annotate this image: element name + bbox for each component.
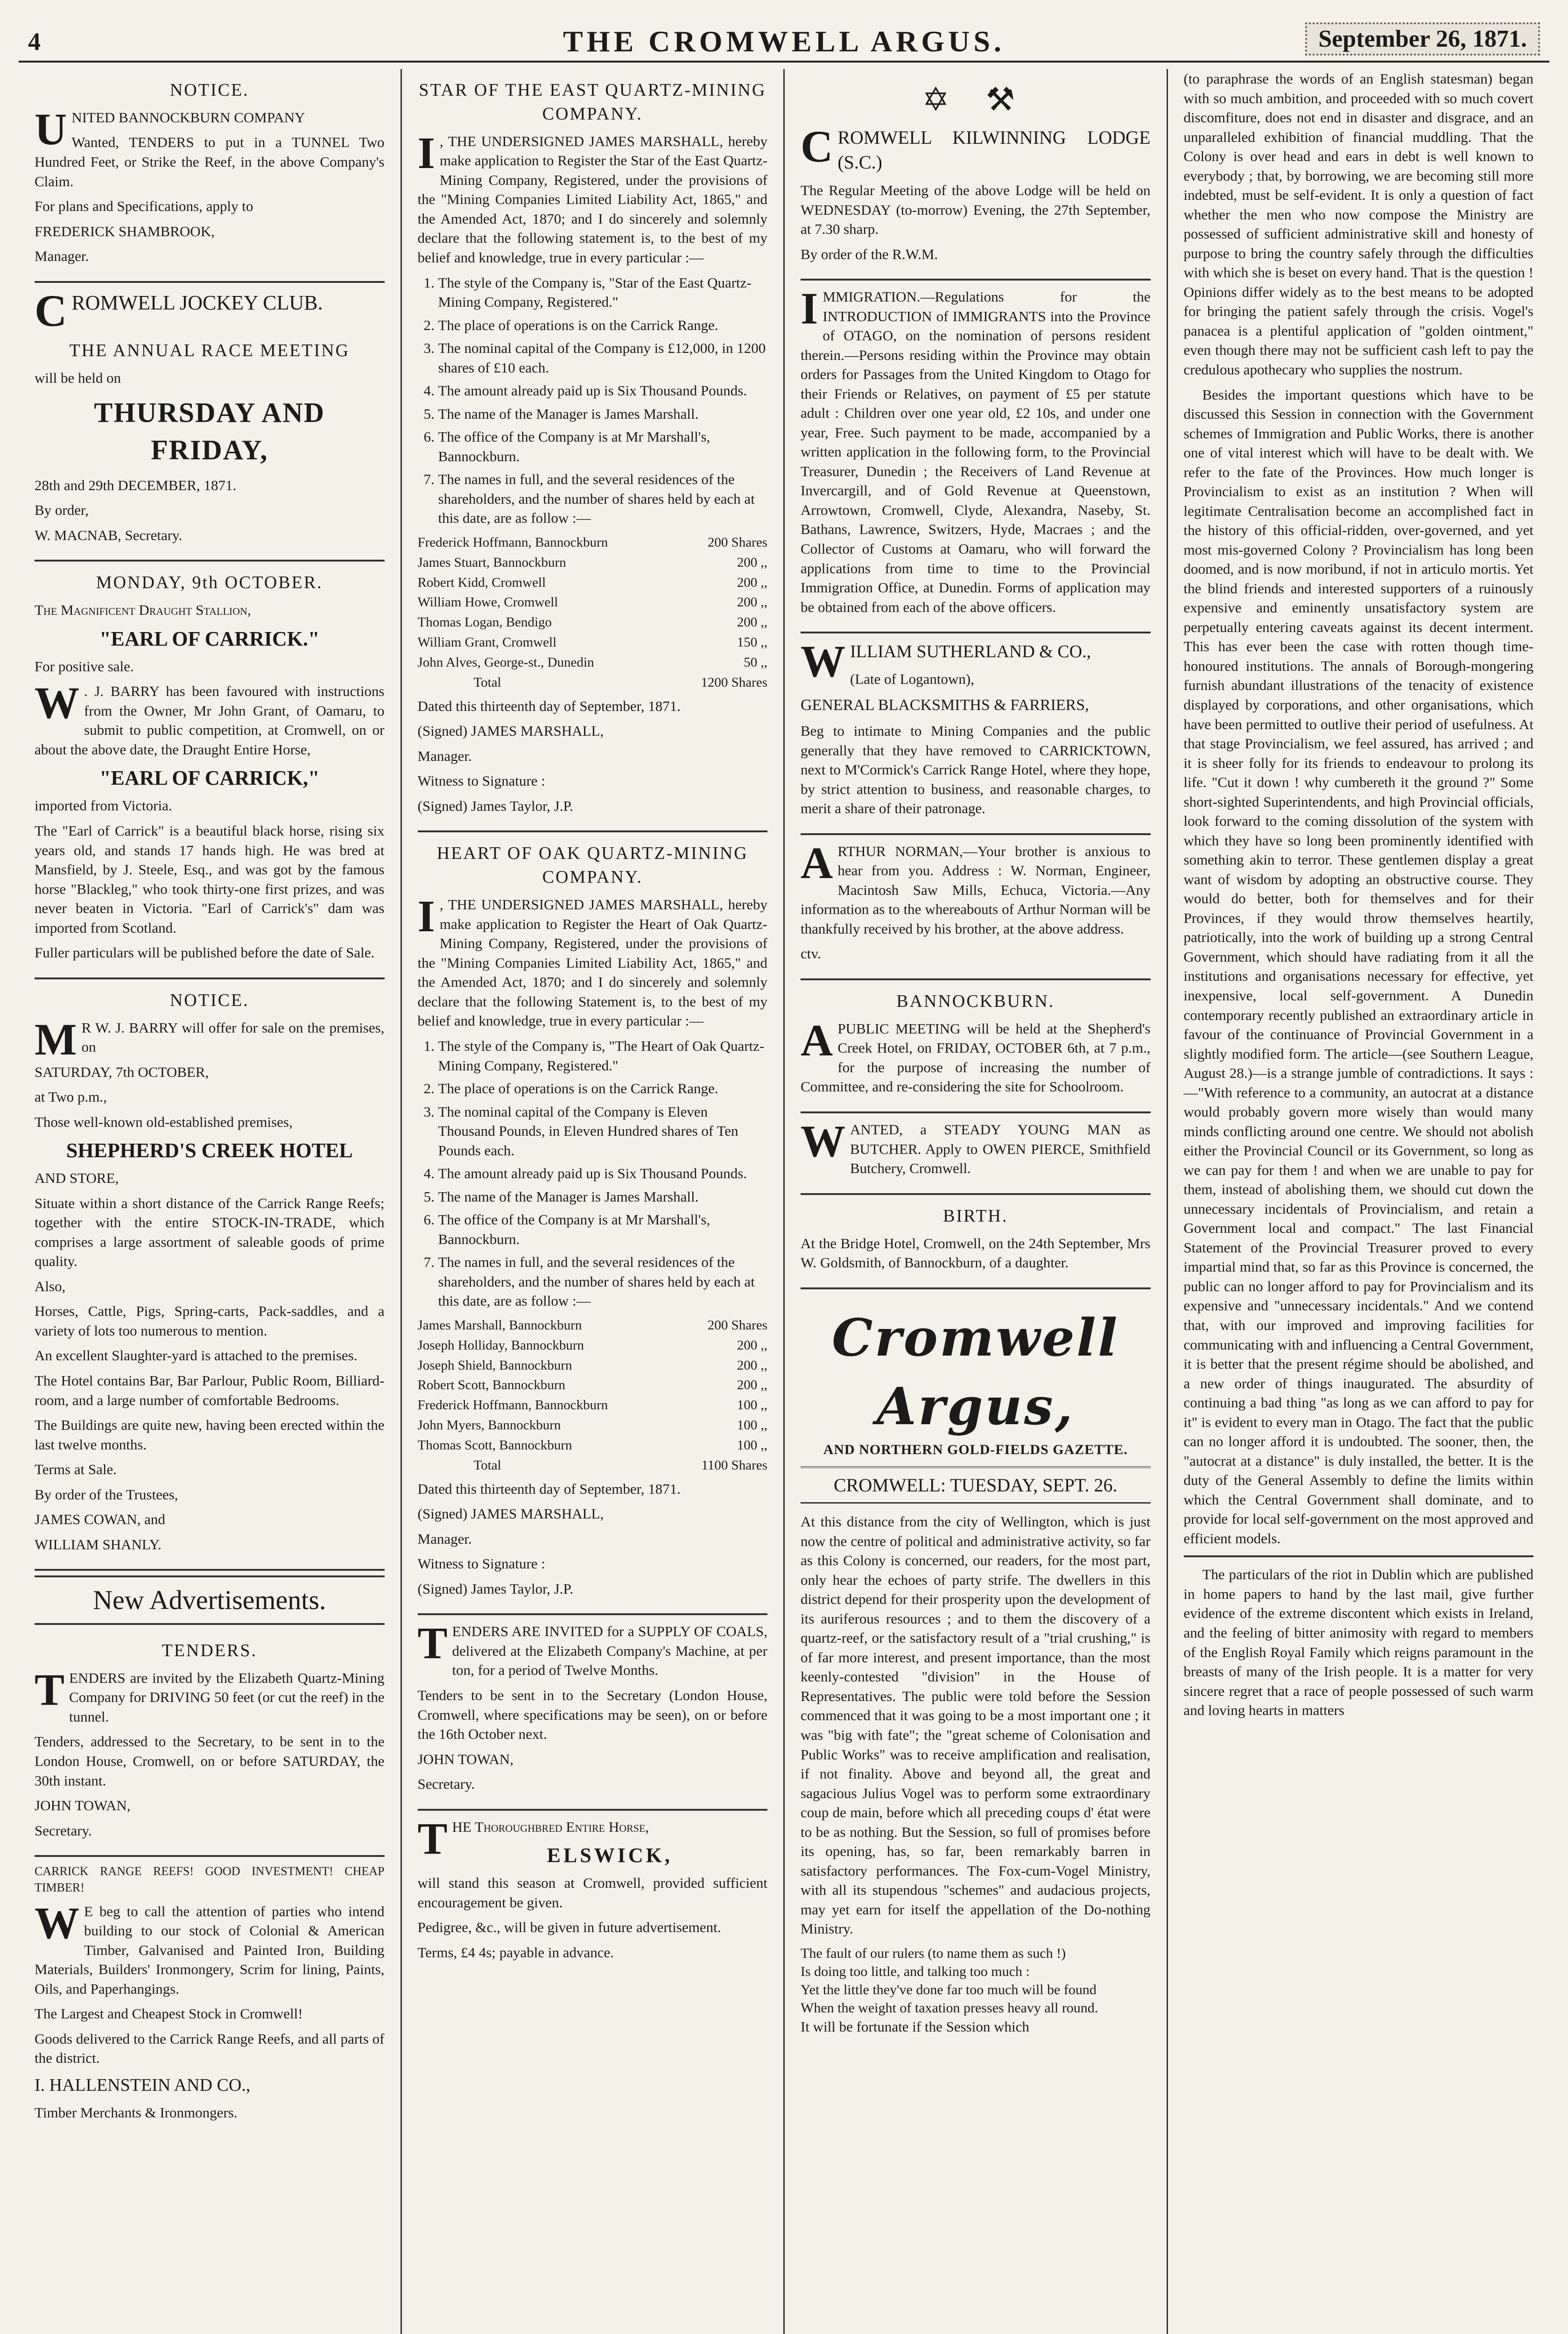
hotel-store: AND STORE,	[35, 1170, 119, 1187]
leader-verse	[801, 1944, 1151, 2017]
manager-role: Manager.	[417, 1530, 472, 1547]
particular-item: 5. The name of the Manager is James Marshall.	[438, 404, 768, 424]
particular-item: 1. The style of the Company is, "Star of the East Quartz-Mining Company, Registered."	[438, 273, 768, 312]
leader-dateline: CROMWELL: TUESDAY, SEPT. 26.	[801, 1466, 1151, 1504]
particular-item: 1. The style of the Company is, "The Heart of Oak Quartz-Mining Company, Registered."	[438, 1036, 768, 1075]
coal-signature: JOHN TOWAN,	[417, 1750, 514, 1767]
masthead	[19, 19, 1549, 63]
trustee-signature-1: JAMES COWAN, and	[35, 1511, 165, 1528]
hotel-body: Situate within a short distance of the Carrick Range Reefs; together with the entire STOCK-IN-TRADE, which comprises a large assortment of saleable goods of prime quality.	[35, 1195, 385, 1270]
coal-tenders-ad	[418, 1615, 768, 1810]
further-particulars: Fuller particulars will be published before the date of Sale.	[35, 944, 375, 961]
tunnel-notice	[35, 69, 385, 283]
birth-body: At the Bridge Hotel, Cromwell, on the 24th September, Mrs W. Goldsmith, of Bannockburn, of a daughter.	[801, 1235, 1151, 1271]
shareholder-name: Thomas Scott, Bannockburn	[417, 1438, 572, 1453]
particular-item: 4. The amount already paid up is Six Thousand Pounds.	[438, 381, 768, 401]
shareholder-shares: 200 Shares	[707, 534, 767, 550]
shareholder-shares: 200 ,,	[737, 595, 767, 610]
table-row	[418, 1315, 768, 1336]
company-intro: , THE UNDERSIGNED JAMES MARSHALL, hereby make application to Register the Heart of Oak Quartz-Mining Company, Registered, under the provisions of the "Mining Companies Limited Liability Act, 1865," and the Amended Act, 1870; and I do sincerely and solemnly declare that the following Statement is, to the best of my belief and knowledge, true in every particular :—	[417, 896, 767, 1029]
lodge-body: The Regular Meeting of the above Lodge will be held on WEDNESDAY (to-morrow) Evening, the 27th September, at 7.30 sharp.	[801, 182, 1151, 238]
stallion-description: The "Earl of Carrick" is a beautiful black horse, rising six years old, and stands 17 hands high. He was bred at Mansfield, by J. Steele, Esq., and was got by the famous horse "Blackleg," who took thirty-one first prizes, and was never beaten in Victoria. "Earl of Carrick's" dam was imported from Scotland.	[35, 822, 385, 936]
hotel-sale-date: SATURDAY, 7th OCTOBER,	[35, 1063, 209, 1080]
signed-line: (Signed) JAMES MARSHALL,	[417, 1505, 604, 1522]
drop-cap: A	[801, 1015, 833, 1065]
verse-line: Yet the little they've done far too much will be found	[801, 1982, 1097, 1997]
blacksmith-ad	[801, 633, 1151, 835]
race-meeting-heading: THE ANNUAL RACE MEETING	[69, 340, 350, 360]
hotel-lead: R W. J. BARRY will offer for sale on the premises, on	[81, 1019, 385, 1055]
total-shares: 1200 Shares	[701, 675, 767, 690]
drop-cap: T	[417, 1618, 448, 1668]
lodge-title: ROMWELL KILWINNING LODGE (S.C.)	[837, 127, 1151, 173]
dated-line: Dated this thirteenth day of September, 1871.	[417, 1480, 681, 1497]
tenders-role: Secretary.	[35, 1822, 92, 1839]
butcher-wanted-ad	[801, 1113, 1151, 1195]
shareholder-shares: 100 ,,	[737, 1418, 767, 1433]
leading-article	[801, 1466, 1151, 2037]
verse-line: The fault of our rulers (to name them as such !)	[801, 1945, 1066, 1961]
witness-line: Witness to Signature :	[417, 773, 545, 789]
column-4	[1168, 69, 1550, 2334]
shareholder-name: John Myers, Bannockburn	[417, 1418, 561, 1433]
elswick-body: will stand this season at Cromwell, provided sufficient encouragement be given.	[417, 1875, 767, 1911]
race-dates: 28th and 29th DECEMBER, 1871.	[35, 477, 237, 493]
notice-lead: NITED BANNOCKBURN COMPANY	[71, 109, 305, 126]
leader-paragraph: (to paraphrase the words of an English statesman) began with so much ambition, and proceeded with so much covert discomfiture, does not end in disaster and disgrace, and an unparalleled exhibition of financial muddling. That the Colony is over head and ears in debt is well known to everybody ; that, by borrowing, we are becoming still more indebted, must be self-evident. It is only a question of fact whether the men who now compose the Ministry are possessed of sufficient administrative skill and honesty of purpose to bring the country safely through the difficulties with which she is beset on every hand. That is the question ! Opinions differ widely as to the best means to be adopted for bringing the patient safely through the crisis. Vogel's panacea is a plentiful application of "golden ointment," even though there may not be sufficient cash left to pay the credulous apothecary who supplies the nostrum.	[1183, 70, 1533, 378]
shareholder-shares: 200 ,,	[737, 555, 767, 570]
drop-cap: I	[801, 283, 818, 334]
norman-body: RTHUR NORMAN,—Your brother is anxious to hear from you. Address : W. Norman, Engineer, Macintosh Saw Mills, Echuca, Victoria.—Any information as to the whereabouts of Arthur Norman will be thankfully received by his brother, at the above address.	[801, 843, 1151, 937]
drop-cap: U	[35, 104, 67, 154]
drop-cap: A	[801, 837, 833, 888]
shareholder-shares: 200 ,,	[737, 1378, 767, 1393]
total-label: Total	[473, 1457, 501, 1473]
shareholder-shares: 200 Shares	[707, 1317, 767, 1333]
particular-item: 4. The amount already paid up is Six Thousand Pounds.	[438, 1164, 768, 1183]
total-shares: 1100 Shares	[701, 1457, 767, 1473]
trustee-signature-2: WILLIAM SHANLY.	[35, 1536, 162, 1553]
dublin-riot-paragraph: The particulars of the riot in Dublin which are published in home papers to hand by the last mail, give further evidence of the extreme discontent which exists in Ireland, and the feeling of bitter animosity with regard to members of the English Royal Family which reigns paramount in the breasts of many of the Irish people. It is a matter for very sincere regret that a race of people possessed of such warm and loving hearts in matters	[1183, 1566, 1533, 1719]
club-title: ROMWELL JOCKEY CLUB.	[71, 291, 323, 314]
premises-line: Those well-known old-established premises,	[35, 1113, 293, 1130]
total-label: Total	[473, 675, 501, 690]
tenders-heading: TENDERS.	[162, 1640, 257, 1660]
race-days: THURSDAY AND FRIDAY,	[94, 397, 325, 466]
shareholder-shares: 150 ,,	[737, 635, 767, 650]
particular-item: 6. The office of the Company is at Mr Marshall's, Bannockburn.	[438, 427, 768, 466]
lodge-notice	[801, 69, 1151, 281]
newspaper-nameplate: Cromwell Argus,	[831, 1307, 1119, 1436]
shareholder-name: Robert Kidd, Cromwell	[417, 575, 546, 590]
notice-signatory: FREDERICK SHAMBROOK,	[35, 223, 215, 239]
timber-delivery: Goods delivered to the Carrick Range Reefs, and all parts of the district.	[35, 2030, 385, 2067]
hotel-rooms: The Hotel contains Bar, Bar Parlour, Public Room, Billiard-room, and a large number of comfortable Bedrooms.	[35, 1372, 385, 1408]
table-row	[418, 1415, 768, 1435]
table-row	[418, 633, 768, 653]
notice-heading: NOTICE.	[169, 990, 249, 1010]
by-order: By order,	[35, 502, 89, 519]
drop-cap: T	[35, 1664, 65, 1715]
timber-firm: I. HALLENSTEIN AND CO.,	[35, 2075, 251, 2095]
table-row	[418, 653, 768, 673]
drop-cap: I	[417, 127, 435, 178]
shareholder-name: Frederick Hoffmann, Bannockburn	[417, 1398, 608, 1413]
stallion-line: The Magnificent Draught Stallion,	[35, 602, 251, 619]
public-meeting-ad	[801, 980, 1151, 1113]
ad-code: ctv.	[801, 945, 821, 962]
butcher-body: ANTED, a STEADY YOUNG MAN as BUTCHER. Apply to OWEN PIERCE, Smithfield Butchery, Cromwell.	[850, 1121, 1151, 1177]
elswick-terms: Terms, £4 4s; payable in advance.	[417, 1944, 614, 1961]
newspaper-title: THE CROMWELL ARGUS.	[563, 25, 1005, 58]
leader-paragraph-continued: It will be fortunate if the Session which	[801, 2018, 1029, 2035]
particular-item: 5. The name of the Manager is James Marshall.	[438, 1187, 768, 1207]
drop-cap: W	[801, 1116, 845, 1166]
coal-body: ENDERS ARE INVITED for a SUPPLY OF COALS, delivered at the Elizabeth Company's Machine, at per ton, for a period of Twelve Months.	[452, 1623, 767, 1679]
verse-line: Is doing too little, and talking too much :	[801, 1963, 1030, 1979]
total-row	[418, 673, 768, 693]
shareholders-table	[418, 1315, 768, 1476]
shareholder-name: Joseph Holliday, Bannockburn	[417, 1337, 584, 1353]
page-number: 4	[28, 28, 41, 56]
table-row	[418, 573, 768, 593]
particular-item: 3. The nominal capital of the Company is £12,000, in 1200 shares of £10 each.	[438, 338, 768, 377]
table-row	[418, 1356, 768, 1376]
verse-line: When the weight of taxation presses heavy all round.	[801, 2000, 1098, 2016]
jockey-club-ad	[35, 283, 385, 562]
columns	[19, 69, 1549, 2334]
tenders-body: ENDERS are invited by the Elizabeth Quartz-Mining Company for DRIVING 50 feet (or cut the reef) in the tunnel.	[69, 1669, 385, 1725]
timber-body: E beg to call the attention of parties who intend building to our stock of Colonial & American Timber, Galvanised and Painted Iron, Building Materials, Builders' Ironmongery, Scrim for lining, Paints, Oils, and Paperhangings.	[35, 1903, 385, 1997]
sale-type: For positive sale.	[35, 658, 134, 675]
horse-name: ELSWICK,	[547, 1844, 673, 1867]
stallion-name-2: "EARL OF CARRICK,"	[99, 766, 320, 790]
shareholder-shares: 100 ,,	[737, 1398, 767, 1413]
shareholder-shares: 200 ,,	[737, 1337, 767, 1353]
dated-line: Dated this thirteenth day of September, 1871.	[417, 697, 681, 714]
birth-heading: BIRTH.	[943, 1206, 1008, 1226]
notice-body: Wanted, TENDERS to put in a TUNNEL Two Hundred Feet, or Strike the Reef, in the above Company's Claim.	[35, 134, 385, 190]
shareholder-shares: 50 ,,	[744, 655, 767, 670]
table-row	[418, 533, 768, 553]
coal-role: Secretary.	[417, 1776, 475, 1793]
missing-person-ad	[801, 835, 1151, 980]
manager-role: Manager.	[417, 747, 472, 764]
table-row	[418, 592, 768, 612]
also-body: Horses, Cattle, Pigs, Spring-carts, Pack-saddles, and a variety of lots too numerous to mention.	[35, 1303, 385, 1339]
particular-item: 6. The office of the Company is at Mr Marshall's, Bannockburn.	[438, 1210, 768, 1249]
leader-paragraph: At this distance from the city of Wellington, which is just now the centre of political and administrative activity, so far as this Colony is concerned, our readers, for the most part, only hear the echoes of party strife. The dwellers in this district depend for their prosperity upon the development of its auriferous resources ; and to them the discovery of a quartz-reef, or the satisfactory result of a "trial crushing," is of far more interest, and present importance, than the most keenly-contested "division" in the House of Representatives. The public were told before the Session commenced that it was going to be a most important one ; it was "big with fate"; the "great scheme of Colonisation and Public Works" was to receive amplification and realisation, if not finality. Above and beyond all, the great and sagacious Julius Vogel was to perform some extraordinary coup de main, before which all preceding coups d' état were to be as nothing. But the Session, so full of promises before its opening, has, so far, been remarkably barren in satisfactory performances. The Fox-cum-Vogel Ministry, with all its stupendous "schemes" and audacious projects, may yet earn for itself the appellation of the Do-nothing Ministry.	[801, 1513, 1151, 1937]
particular-item: 2. The place of operations is on the Carrick Range.	[438, 1079, 768, 1098]
hotel-name: SHEPHERD'S CREEK HOTEL	[66, 1139, 353, 1162]
witness-signature: (Signed) James Taylor, J.P.	[417, 1580, 574, 1597]
particulars-list	[418, 1036, 768, 1311]
stallion-sale-ad	[35, 562, 385, 979]
table-row	[418, 1395, 768, 1415]
firm-sub: (Late of Logantown),	[850, 671, 974, 688]
column-3	[785, 69, 1168, 2334]
table-row	[418, 1375, 768, 1395]
hotel-sale-notice	[35, 979, 385, 1571]
notice-plans: For plans and Specifications, apply to	[35, 198, 253, 215]
table-row	[418, 1336, 768, 1356]
particular-item: 7. The names in full, and the several residences of the shareholders, and the number of shares held by each at this date, are as follow :—	[438, 470, 768, 528]
shareholder-shares: 100 ,,	[737, 1438, 767, 1453]
table-row	[418, 612, 768, 633]
immigration-notice	[801, 281, 1151, 633]
particular-item: 7. The names in full, and the several residences of the shareholders, and the number of shares held by each at this date, are as follow :—	[438, 1252, 768, 1311]
shareholder-name: James Stuart, Bannockburn	[417, 555, 566, 570]
shareholder-shares: 200 ,,	[737, 615, 767, 630]
birth-notice	[801, 1195, 1151, 1289]
stallion-name: "EARL OF CARRICK."	[99, 627, 320, 650]
shareholder-name: John Alves, George-st., Dunedin	[417, 655, 594, 670]
drop-cap: W	[35, 678, 79, 728]
particular-item: 3. The nominal capital of the Company is Eleven Thousand Pounds, in Eleven Hundred shares of Ten Pounds each.	[438, 1102, 768, 1160]
meeting-heading: BANNOCKBURN.	[896, 991, 1055, 1011]
table-row	[418, 1435, 768, 1455]
drop-cap: C	[35, 285, 67, 336]
timber-ad	[35, 1857, 385, 2122]
immigration-body: MMIGRATION.—Regulations for the INTRODUCTION of IMMIGRANTS into the Province of OTAGO, on the nomination of persons resident therein.—Persons residing within the Province may obtain orders for Passages from the United Kingdom to Otago for their Friends or Relatives, on payment of £5 per statute adult : Children over one year old, £2 10s, and under one year, Free. Such payment to be made, accompanied by a written application in the following form, to the Provincial Treasurer, Dunedin ; the Receivers of Land Revenue at Invercargill, and of Gold Revenue at Queenstown, Arrowtown, Cromwell, Clyde, Alexandra, Naseby, St. Bathans, Lawrence, Switzers, Hyde, Macraes ; and the Collector of Customs at Oamaru, who will forward the applications from time to time to the Provincial Immigration Office, at Dunedin. Forms of application may be obtained from each of the above officers.	[801, 288, 1151, 615]
drop-cap: T	[417, 1813, 448, 1863]
sale-date-heading: MONDAY, 9th OCTOBER.	[96, 573, 323, 593]
timber-heading: CARRICK RANGE REEFS! GOOD INVESTMENT! CHEAP TIMBER!	[35, 1864, 385, 1894]
company-heading: HEART OF OAK QUARTZ-MINING COMPANY.	[436, 844, 748, 887]
star-of-east-notice	[418, 69, 768, 832]
shareholder-shares: 200 ,,	[737, 1357, 767, 1373]
hotel-sale-time: at Two p.m.,	[35, 1089, 107, 1105]
elswick-lead: HE Thoroughbred Entire Horse,	[452, 1818, 649, 1835]
firm-title: ILLIAM SUTHERLAND & CO.,	[850, 642, 1091, 662]
nameplate-subtitle: AND NORTHERN GOLD-FIELDS GAZETTE.	[823, 1442, 1128, 1458]
shareholder-name: James Marshall, Bannockburn	[417, 1317, 582, 1333]
imported-line: imported from Victoria.	[35, 797, 172, 814]
also-line: Also,	[35, 1278, 66, 1294]
held-on: will be held on	[35, 369, 121, 386]
drop-cap: M	[35, 1014, 77, 1064]
new-advertisements-heading: New Advertisements.	[35, 1575, 385, 1625]
shareholder-name: William Grant, Cromwell	[417, 635, 557, 650]
secretary-signature: W. MACNAB, Secretary.	[35, 527, 183, 543]
shareholder-name: Joseph Shield, Bannockburn	[417, 1357, 572, 1373]
total-row	[418, 1455, 768, 1476]
shareholders-table	[418, 533, 768, 693]
lodge-by-order: By order of the R.W.M.	[801, 246, 938, 262]
column-2	[402, 69, 785, 2334]
shareholder-name: Robert Scott, Bannockburn	[417, 1378, 566, 1393]
witness-signature: (Signed) James Taylor, J.P.	[417, 797, 574, 814]
terms-line: Terms at Sale.	[35, 1461, 117, 1478]
particular-item: 2. The place of operations is on the Carrick Range.	[438, 316, 768, 335]
meeting-body: PUBLIC MEETING will be held at the Shepherd's Creek Hotel, on FRIDAY, OCTOBER 6th, at 7 p.m., for the purpose of increasing the number of Committee, and re-considering the site for Schoolroom.	[801, 1020, 1151, 1095]
column-1	[19, 69, 402, 2334]
notice-role: Manager.	[35, 248, 89, 265]
elswick-pedigree: Pedigree, &c., will be given in future advertisement.	[417, 1919, 721, 1936]
firm-trade: GENERAL BLACKSMITHS & FARRIERS,	[801, 696, 1089, 714]
nameplate	[801, 1289, 1151, 1460]
stallion-body: . J. BARRY has been favoured with instructions from the Owner, Mr John Grant, of Oamaru, to submit to public competition, at Cromwell, on or about the above date, the Draught Entire Horse,	[35, 683, 385, 758]
company-heading: STAR OF THE EAST QUARTZ-MINING COMPANY.	[419, 80, 766, 124]
witness-line: Witness to Signature :	[417, 1555, 545, 1572]
tenders-body-2: Tenders, addressed to the Secretary, to be sent in to the London House, Cromwell, on or before SATURDAY, the 30th instant.	[35, 1733, 385, 1789]
heart-of-oak-notice	[418, 832, 768, 1615]
leader-paragraph: Besides the important questions which have to be discussed this Session in connection with the Government schemes of Immigration and Public Works, there is another one of vital interest which will have to be dealt with. We refer to the fate of the Provinces. How much longer is Provincialism to exist as an institution ? When will legitimate Centralisation become an accomplished fact in the history of this official-ridden, over-governed, and yet most mis-governed Colony ? Provincialism has long been doomed, and is now moribund, if not in articulo mortis. Yet the blind friends and interested supporters of a ruinously expensive and eminently unsatisfactory system are perpetually entering caveats against its decent interment. This has ever been the case with rotten though time-honoured institutions. The annals of Borough-mongering furnish abundant illustrations of the tenacity of existence displayed by corporations, and other organisations, which have been permitted to outlive their period of usefulness. At that stage Provincialism, we feel assured, has arrived ; and it is sheer folly for its friends to endeavour to prolong its life. "Cut it down ! why cumbereth it the ground ?" Some short-sighted Superintendents, and high Provincial officials, look forward to the coming dissolution of the system with which they have so long been prominently identified with something akin to terror. These gentlemen display a great want of wisdom by adopting an obstructive course. They would do better, both for themselves and for their Provinces, if they would throw themselves heartily, patriotically, into the work of building up a strong Central Government, which should have radiating from it all the institutions and organisations necessary for effective, yet inexpensive, local self-government. A Dunedin contemporary recently published an extraordinary article in favour of the continuance of Provincial Government in a slightly modified form. The article—(see Southern League, August 28.)—is a strange jumble of contradictions. It says :—"With reference to a community, an autocrat at a distance would probably govern more wisely than would many minds conflicting around one centre. We should not abolish either the Provincial Council or its Government, so long as we can pay for them ! and when we are unable to pay for them, instead of abolishing them, we should cut down the unnecessary incidentals of Provincialism, and retain a Government local and compact." The last Financial Statement of the Provincial Treasurer proved to every impartial mind that, so far as this Province is concerned, the public can no longer afford to pay for Provincialism and its expensive and "unnecessary incidentals." And we contend that, with our improved and improving facilities for communicating with and influencing a Central Government, it is better that the present régime should be abolished, and a new order of things inaugurated. The absurdity of continuing a bad thing "as long as we can afford to pay for it" is evident to every man in Otago. The fact that the public can no longer afford it is undoubted. The sooner, then, the "autocrat at a distance" is duly installed, the better. It is the duty of the General Assembly to define the limits within which the Central Government shall dominate, and to provide for local self-government on the most approved and efficient models.	[1183, 386, 1533, 1547]
signed-line: (Signed) JAMES MARSHALL,	[417, 723, 604, 739]
elswick-ad	[418, 1811, 768, 1962]
company-intro: , THE UNDERSIGNED JAMES MARSHALL, hereby make application to Register the Star of the East Quartz-Mining Company, Registered, under the provisions of the "Mining Companies Limited Liability Act, 1865," and the Amended Act, 1870; and I do sincerely and solemnly declare that the following statement is, to the best of my belief and knowledge, true in every particular :—	[417, 133, 767, 266]
tenders-signature: JOHN TOWAN,	[35, 1797, 131, 1814]
drop-cap: W	[35, 1898, 79, 1948]
masonic-emblem-icon: ✡ ⚒	[922, 82, 1029, 118]
shareholder-name: Thomas Logan, Bendigo	[417, 615, 552, 630]
shareholder-shares: 200 ,,	[737, 575, 767, 590]
table-row	[418, 553, 768, 573]
trustees-line: By order of the Trustees,	[35, 1486, 178, 1503]
drop-cap: I	[417, 891, 435, 942]
timber-stock: The Largest and Cheapest Stock in Cromwell!	[35, 2005, 303, 2022]
coal-body-2: Tenders to be sent in to the Secretary (London House, Cromwell, where specifications may be seen), on or before the 16th October next.	[417, 1687, 767, 1743]
date-stamp: September 26, 1871.	[1305, 22, 1540, 56]
drop-cap: W	[801, 636, 845, 687]
slaughter-yard: An excellent Slaughter-yard is attached to the premises.	[35, 1347, 358, 1364]
section-divider	[1184, 1555, 1534, 1557]
timber-trade: Timber Merchants & Ironmongers.	[35, 2104, 238, 2121]
particulars-list	[418, 273, 768, 528]
shareholder-name: William Howe, Cromwell	[417, 595, 558, 610]
notice-heading: NOTICE.	[169, 80, 249, 100]
tunnel-tenders-ad	[35, 1630, 385, 1857]
shareholder-name: Frederick Hoffmann, Bannockburn	[417, 534, 608, 550]
drop-cap: C	[801, 121, 833, 171]
firm-body: Beg to intimate to Mining Companies and the public generally that they have removed to CARRICKTOWN, next to M'Cormick's Carrick Range Hotel, where they hope, by strict attention to business, and reasonable charges, to merit a share of their patronage.	[801, 723, 1151, 817]
hotel-buildings: The Buildings are quite new, having been erected within the last twelve months.	[35, 1417, 385, 1453]
